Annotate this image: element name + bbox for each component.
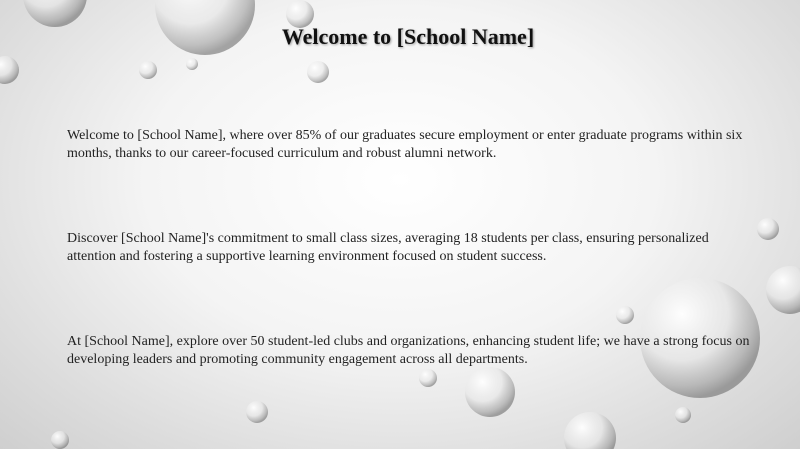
slide-title: Welcome to [School Name] <box>281 24 535 49</box>
paragraph-class-sizes: Discover [School Name]'s commitment to small class sizes, averaging 18 students per class, ensuring personalized attention and fostering a supportive learning environment focused on student success. <box>67 231 709 264</box>
paragraph-student-life: At [School Name], explore over 50 student-led clubs and organizations, enhancing student life; we have a strong focus on developing leaders and promoting community engagement across all departments. <box>67 334 750 367</box>
paragraph-graduate-outcomes: Welcome to [School Name], where over 85% of our graduates secure employment or enter graduate programs within six months, thanks to our career-focused curriculum and robust alumni network. <box>67 128 743 161</box>
